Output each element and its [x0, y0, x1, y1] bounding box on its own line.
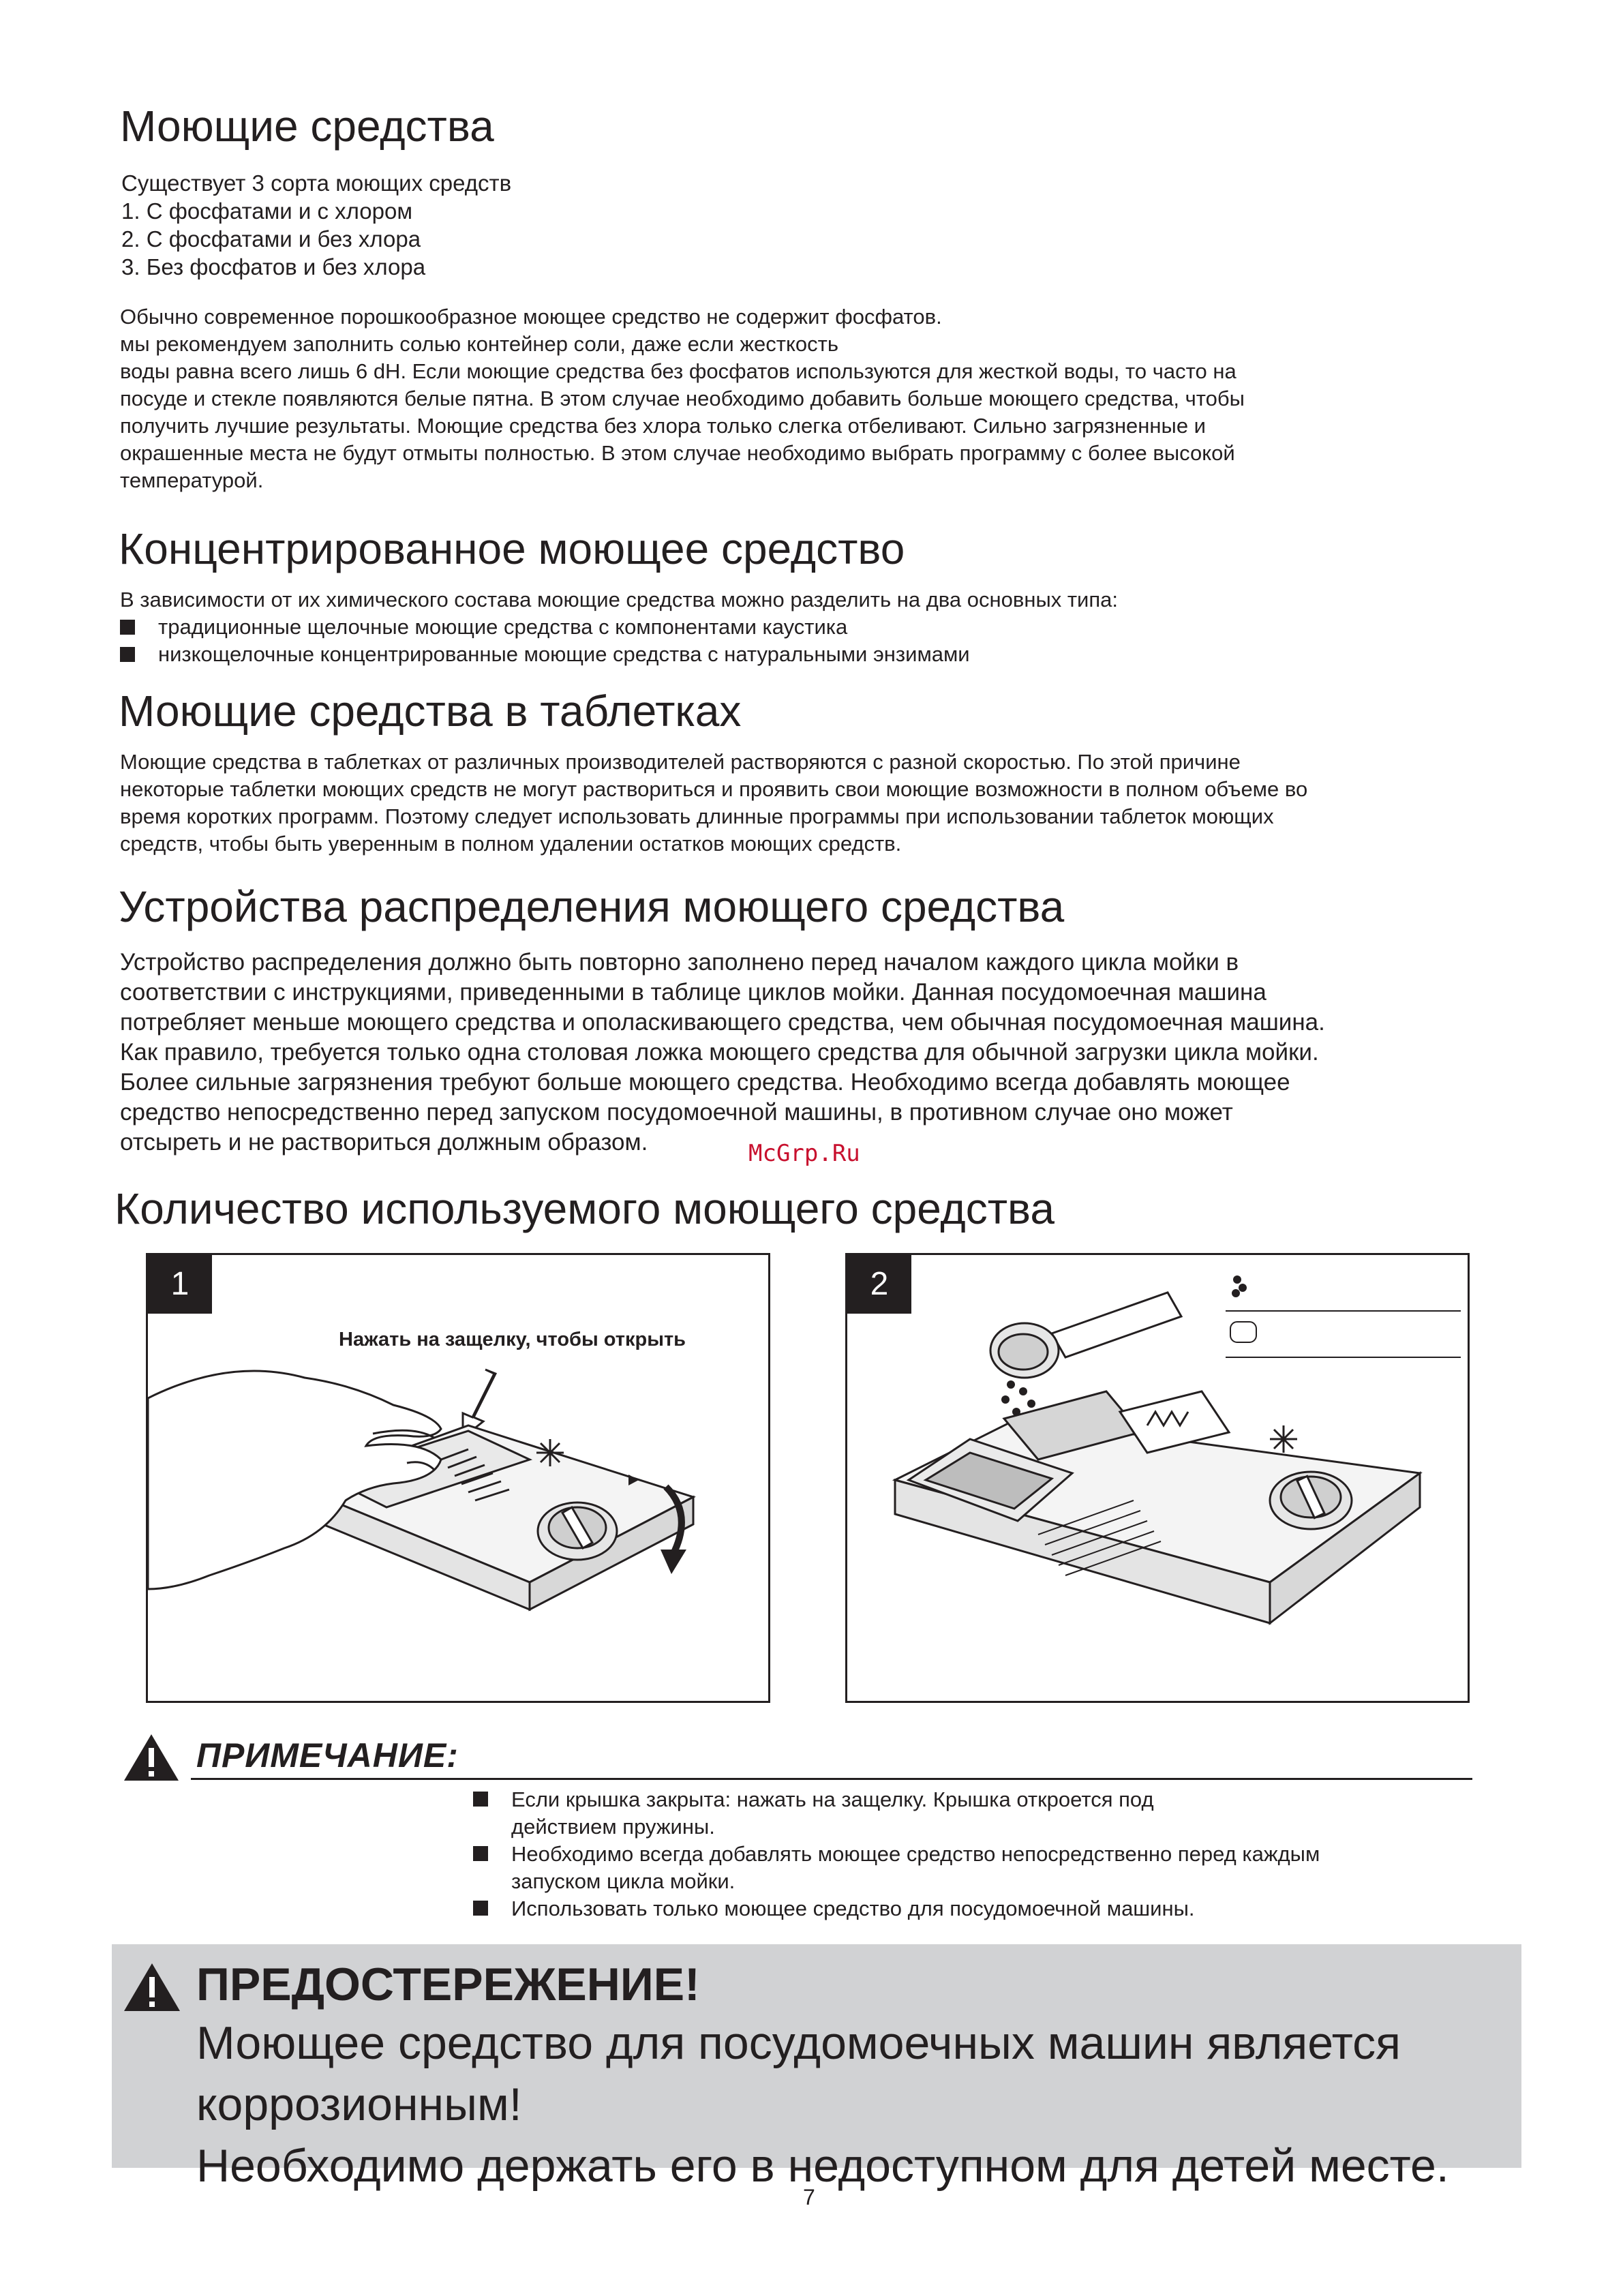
warning-triangle-icon	[123, 1962, 181, 2012]
dispenser-hand-illustration	[148, 1255, 768, 1701]
list-line: 2. С фосфатами и без хлора	[121, 226, 421, 252]
detergent-types-list	[121, 169, 511, 281]
watermark-text: McGrp.Ru	[748, 1140, 860, 1167]
dispenser-paragraph	[120, 948, 1325, 1158]
list-line: Существует 3 сорта моющих средств	[121, 170, 512, 196]
paragraph-line: отсыреть и не раствориться должным образом.	[120, 1129, 648, 1155]
rinse-aid-dial	[538, 1502, 617, 1560]
note-rule	[191, 1778, 1472, 1780]
note-item	[473, 1841, 1320, 1868]
note-title: ПРИМЕЧАНИЕ:	[196, 1736, 459, 1774]
note-item-cont	[473, 1813, 1320, 1841]
note-line: Необходимо всегда добавлять моющее средство непосредственно перед каждым	[511, 1842, 1320, 1866]
bullet-item	[120, 614, 1118, 641]
paragraph-line: Более сильные загрязнения требуют больше моющего средства. Необходимо всегда добавлять моющее	[120, 1069, 1290, 1096]
section-title-detergents: Моющие средства	[120, 102, 494, 151]
paragraph-line: Устройство распределения должно быть повторно заполнено перед началом каждого цикла мойки в	[120, 949, 1239, 976]
note-line: запуском цикла мойки.	[511, 1869, 735, 1893]
note-item	[473, 1786, 1320, 1813]
section-title-amount: Количество используемого моющего средства	[115, 1184, 1055, 1233]
paragraph-line: посуде и стекле появляются белые пятна. В этом случае необходимо добавить больше моющего средства, чтобы	[120, 387, 1245, 410]
rinse-aid-sun-icon	[1270, 1425, 1297, 1453]
figure-1-open-latch	[146, 1253, 770, 1703]
section-title-concentrated: Концентрированное моющее средство	[119, 524, 905, 573]
warning-line: Моющее средство для посудомоечных машин является	[196, 2017, 1401, 2069]
bullet-square	[473, 1846, 488, 1861]
paragraph-line: средств, чтобы быть уверенным в полном удалении остатков моющих средств.	[120, 832, 902, 856]
bullet-square	[120, 620, 135, 635]
paragraph-line: получить лучшие результаты. Моющие средства без хлора только слегка отбеливают. Сильно загрязненные и	[120, 414, 1206, 438]
figure-number-badge: 2	[847, 1255, 911, 1314]
tablets-paragraph	[120, 749, 1307, 858]
list-line: 3. Без фосфатов и без хлора	[121, 254, 426, 280]
paragraph-line: Моющие средства в таблетках от различных производителей растворяются с разной скоростью. По этой причине	[120, 750, 1241, 774]
note-header	[123, 1732, 1486, 1779]
page-number: 7	[803, 2185, 815, 2209]
legend	[1226, 1276, 1461, 1357]
paragraph-line: время коротких программ. Поэтому следует использовать длинные программы при использовании таблеток моющих	[120, 804, 1274, 828]
note-line: действием пружины.	[511, 1815, 715, 1839]
concentrated-block	[120, 586, 1118, 668]
paragraph-line: соответствии с инструкциями, приведенными в таблице циклов мойки. Данная посудомоечная машина	[120, 979, 1266, 1006]
warning-triangle-icon	[123, 1733, 180, 1782]
paragraph-line: мы рекомендуем заполнить солью контейнер соли, даже если жесткость	[120, 332, 838, 356]
detergent-scoop-icon	[990, 1293, 1181, 1378]
paragraph-line: некоторые таблетки моющих средств не могут раствориться и проявить свои моющие возможности в полном объеме во	[120, 777, 1308, 801]
note-item	[473, 1895, 1320, 1922]
figure-2-fill-detergent	[845, 1253, 1470, 1703]
note-line: Если крышка закрыта: нажать на защелку. Крышка откроется под	[511, 1787, 1154, 1811]
bullet-square	[473, 1901, 488, 1916]
paragraph-line: температурой.	[120, 468, 264, 492]
figure-caption: Нажать на защелку, чтобы открыть	[339, 1329, 686, 1350]
hand-illustration	[148, 1371, 441, 1589]
paragraph-line: Как правило, требуется только одна столовая ложка моющего средства для обычной загрузки цикла мойки.	[120, 1039, 1319, 1066]
rinse-aid-sun-icon	[536, 1439, 564, 1466]
rinse-aid-dial	[1270, 1472, 1352, 1529]
warning-box	[112, 1944, 1521, 2192]
dispenser-fill-illustration	[847, 1255, 1468, 1701]
paragraph-line: воды равна всего лишь 6 dH. Если моющие средства без фосфатов используются для жесткой воды, то часто на	[120, 359, 1237, 383]
bullet-square	[120, 647, 135, 662]
warning-line: Необходимо держать его в недоступном для детей месте.	[196, 2140, 1449, 2192]
warning-line: коррозионным!	[196, 2079, 522, 2130]
paragraph-line: Обычно современное порошкообразное моющее средство не содержит фосфатов.	[120, 305, 942, 329]
bullet-text: традиционные щелочные моющие средства с компонентами каустика	[158, 615, 848, 639]
note-line: Использовать только моющее средство для посудомоечной машины.	[511, 1897, 1195, 1920]
note-list	[473, 1786, 1320, 1922]
bullet-square	[473, 1792, 488, 1807]
section-title-tablets: Моющие средства в таблетках	[119, 686, 742, 736]
note-item-cont	[473, 1868, 1320, 1895]
section-title-dispenser: Устройства распределения моющего средства	[119, 882, 1065, 931]
figure-number-badge: 1	[148, 1255, 212, 1314]
paragraph-line: средство непосредственно перед запуском посудомоечной машины, в противном случае оно может	[120, 1099, 1233, 1126]
concentrated-intro: В зависимости от их химического состава моющие средства можно разделить на два основных типа:	[120, 588, 1119, 611]
list-line: 1. С фосфатами и с хлором	[121, 198, 413, 224]
paragraph-line: потребляет меньше моющего средства и ополаскивающего средства, чем обычная посудомоечная машина.	[120, 1009, 1325, 1036]
bullet-item	[120, 641, 1118, 668]
warning-title: ПРЕДОСТЕРЕЖЕНИЕ!	[196, 1959, 700, 2010]
bullet-text: низкощелочные концентрированные моющие средства с натуральными энзимами	[158, 642, 970, 666]
paragraph-line: окрашенные места не будут отмыты полностью. В этом случае необходимо выбрать программу с более высокой	[120, 441, 1235, 465]
warning-text	[196, 2012, 1449, 2196]
detergents-paragraph	[120, 303, 1245, 494]
